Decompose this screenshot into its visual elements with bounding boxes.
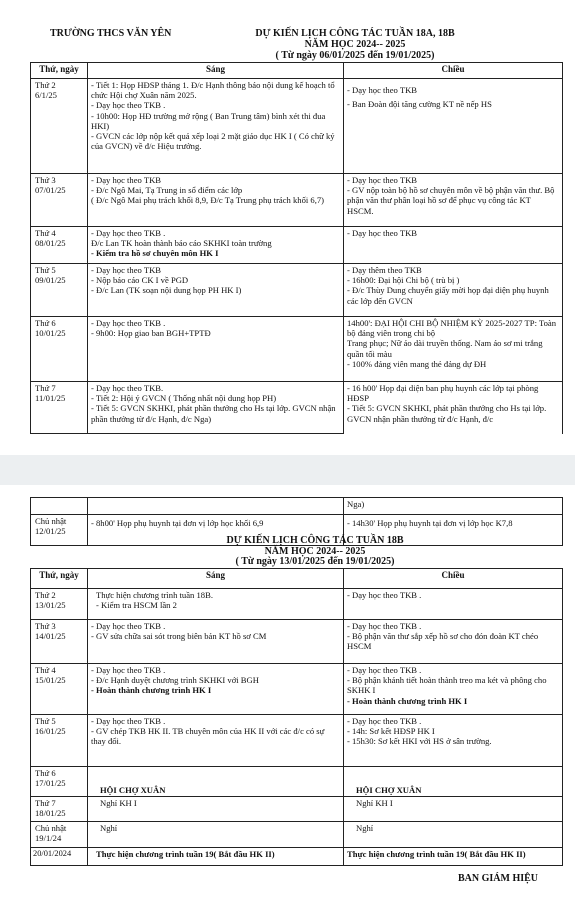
afternoon-cell: - Dạy học theo TKB . - Bộ phận văn thư sắp xếp hồ sơ cho đón đoàn KT chéo HSCM bbox=[344, 620, 563, 664]
morning-cell: Thực hiện chương trình tuần 19( Bắt đầu HK II) bbox=[88, 848, 344, 866]
afternoon-cell: HỘI CHỢ XUÂN bbox=[344, 767, 563, 797]
table-row bbox=[31, 264, 563, 317]
afternoon-cell: 14h00': ĐẠI HỘI CHI BỘ NHIỆM KỲ 2025-2027 TP: Toàn bộ đảng viên trong chi bộ Trang phục; Nữ áo dài truyền thống. Nam áo sơ mi trắng quần tối màu - 100% đảng viên mang thẻ đảng dự ĐH bbox=[344, 317, 563, 382]
week2-heading bbox=[170, 536, 460, 568]
table-row bbox=[31, 382, 563, 434]
week2-range: ( Từ ngày 13/01/2025 đến 19/01/2025) bbox=[235, 556, 395, 567]
week1-schedule-table bbox=[30, 62, 563, 434]
table-row bbox=[31, 589, 563, 620]
morning-cell: HỘI CHỢ XUÂN bbox=[88, 767, 344, 797]
day-cell: Thứ 6 10/01/25 bbox=[31, 317, 88, 382]
page-break bbox=[0, 455, 575, 485]
table-row bbox=[31, 174, 563, 227]
afternoon-cell: - Dạy học theo TKB - GV nộp toàn bộ hồ sơ chuyên môn về bộ phận văn thư. Bộ phận văn thư phân loại hồ sơ để phục vụ công tác KT HSCM. bbox=[344, 174, 563, 227]
day-cell: Thứ 4 15/01/25 bbox=[31, 664, 88, 715]
afternoon-cell: - Dạy học theo TKB . bbox=[344, 589, 563, 620]
table-row bbox=[31, 797, 563, 822]
morning-cell: Nghỉ KH I bbox=[88, 797, 344, 822]
table-row bbox=[31, 715, 563, 767]
afternoon-cell: Thực hiện chương trình tuần 19( Bắt đầu HK II) bbox=[344, 848, 563, 866]
afternoon-cell: - Dạy thêm theo TKB - 16h00: Đại hội Chi bộ ( trù bị ) - Đ/c Thùy Dung chuyển giấy mời họp đại diện phụ huynh các lớp đến GVCN bbox=[344, 264, 563, 317]
afternoon-cell: - Dạy học theo TKB - Ban Đoàn đội tăng cường KT nề nếp HS bbox=[344, 79, 563, 174]
header-afternoon: Chiều bbox=[344, 569, 563, 589]
week1-range: ( Từ ngày 06/01/2025 đến 19/01/2025) bbox=[275, 50, 435, 61]
day-cell: Thứ 5 09/01/25 bbox=[31, 264, 88, 317]
morning-cell: - Dạy học theo TKB - Đ/c Ngô Mai, Tạ Trung in sổ điểm các lớp ( Đ/c Ngô Mai phụ trách khối 8,9, Đ/c Tạ Trung phụ trách khối 6,7) bbox=[88, 174, 344, 227]
morning-cell: Nghỉ bbox=[88, 822, 344, 848]
day-cell: Thứ 7 18/01/25 bbox=[31, 797, 88, 822]
day-cell: Chủ nhật 19/1/24 bbox=[31, 822, 88, 848]
afternoon-cell: - Dạy học theo TKB bbox=[344, 227, 563, 264]
day-cell: Chủ nhật 12/01/25 bbox=[31, 515, 88, 546]
morning-cell: - Dạy học theo TKB. - Tiết 2: Hội ý GVCN ( Thống nhất nội dung họp PH) - Tiết 5: GVCN SKHKI, phát phần thưởng cho Hs tại lớp. GVCN nhận phần thưởng từ đ/c Hạnh, đ/c Nga) bbox=[88, 382, 344, 434]
header-day: Thứ, ngày bbox=[31, 569, 88, 589]
day-cell: Thứ 7 11/01/25 bbox=[31, 382, 88, 434]
header-morning: Sáng bbox=[88, 569, 344, 589]
table-row bbox=[31, 498, 563, 515]
table-row bbox=[31, 848, 563, 866]
week2-year: NĂM HỌC 2024-- 2025 bbox=[264, 545, 366, 557]
morning-cell: - Dạy học theo TKB . - GV chép TKB HK II. TB chuyên môn của HK II với các đ/c có sự thay đổi. bbox=[88, 715, 344, 767]
day-cell: Thứ 5 16/01/25 bbox=[31, 715, 88, 767]
day-cell: 20/01/2024 bbox=[31, 848, 88, 866]
morning-cell: - Tiết 1: Họp HĐSP tháng 1. Đ/c Hạnh thông báo nội dung kế hoạch tổ chức Hội chợ Xuân năm 2025. - Dạy học theo TKB . - 10h00: Họp HĐ trường mở rộng ( Ban Trung tâm) bình xét thi đua HKI) - GVCN các lớp nộp kết quả xếp loại 2 mặt giáo dục HK I ( Có chữ ký của GVCN) về đ/c Hiệu trưởng. bbox=[88, 79, 344, 174]
morning-cell: Thực hiện chương trình tuần 18B. - Kiểm tra HSCM lần 2 bbox=[88, 589, 344, 620]
table-row bbox=[31, 767, 563, 797]
day-cell: Thứ 2 6/1/25 bbox=[31, 79, 88, 174]
afternoon-cell: - 14h30' Họp phụ huynh tại đơn vị lớp học K7,8 bbox=[344, 515, 563, 546]
morning-cell: - Dạy học theo TKB . Đ/c Lan TK hoàn thành báo cáo SKHKI toàn trường - Kiểm tra hồ sơ chuyên môn HK I bbox=[88, 227, 344, 264]
week1-heading bbox=[210, 28, 500, 61]
school-name: TRƯỜNG THCS VĂN YÊN bbox=[50, 28, 172, 39]
table-row bbox=[31, 317, 563, 382]
week1-year: NĂM HỌC 2024-- 2025 bbox=[304, 39, 406, 50]
day-cell: Thứ 3 07/01/25 bbox=[31, 174, 88, 227]
week1-title: DỰ KIẾN LỊCH CÔNG TÁC TUẦN 18A, 18B bbox=[255, 28, 455, 39]
afternoon-cell: - Dạy học theo TKB . - Bộ phận khánh tiết hoàn thành treo ma két và phông cho SKHK I - Hoàn thành chương trình HK I bbox=[344, 664, 563, 715]
header-morning: Sáng bbox=[88, 63, 344, 79]
table-header-row bbox=[31, 63, 563, 79]
table-row bbox=[31, 620, 563, 664]
table-row bbox=[31, 79, 563, 174]
afternoon-cell: - Dạy học theo TKB . - 14h: Sơ kết HĐSP HK I - 15h30: Sơ kết HKI với HS ở sân trường. bbox=[344, 715, 563, 767]
signature-label: BAN GIÁM HIỆU bbox=[458, 873, 539, 884]
table-row bbox=[31, 227, 563, 264]
header-day: Thứ, ngày bbox=[31, 63, 88, 79]
morning-cell: - Dạy học theo TKB . - Đ/c Hạnh duyệt chương trình SKHKI với BGH - Hoàn thành chương trình HK I bbox=[88, 664, 344, 715]
afternoon-cell: - 16 h00' Họp đại diện ban phụ huynh các lớp tại phòng HĐSP - Tiết 5: GVCN SKHKI, phát phần thưởng cho Hs tại lớp. GVCN nhận phần thưởng từ đ/c Hạnh, đ/c bbox=[344, 382, 563, 434]
afternoon-cell: Nghỉ bbox=[344, 822, 563, 848]
day-cell: Thứ 4 08/01/25 bbox=[31, 227, 88, 264]
day-cell: Thứ 3 14/01/25 bbox=[31, 620, 88, 664]
morning-cell: - Dạy học theo TKB . - GV sửa chữa sai sót trong biên bản KT hồ sơ CM bbox=[88, 620, 344, 664]
morning-cell: - Dạy học theo TKB - Nộp báo cáo CK I về PGD - Đ/c Lan (TK soạn nội dung họp PH HK I) bbox=[88, 264, 344, 317]
week2-title: DỰ KIẾN LỊCH CÔNG TÁC TUẦN 18B bbox=[226, 535, 404, 546]
morning-cell: - 8h00' Họp phụ huynh tại đơn vị lớp học khối 6,9 bbox=[88, 515, 344, 546]
afternoon-cell: Nga) bbox=[344, 498, 563, 515]
afternoon-cell: Nghỉ KH I bbox=[344, 797, 563, 822]
header-afternoon: Chiều bbox=[344, 63, 563, 79]
week2-schedule-table bbox=[30, 568, 563, 866]
morning-cell: - Dạy học theo TKB . - 9h00: Họp giao ban BGH+TPTĐ bbox=[88, 317, 344, 382]
table-row bbox=[31, 664, 563, 715]
table-row bbox=[31, 822, 563, 848]
day-cell: Thứ 2 13/01/25 bbox=[31, 589, 88, 620]
table-header-row bbox=[31, 569, 563, 589]
day-cell: Thứ 6 17/01/25 bbox=[31, 767, 88, 797]
